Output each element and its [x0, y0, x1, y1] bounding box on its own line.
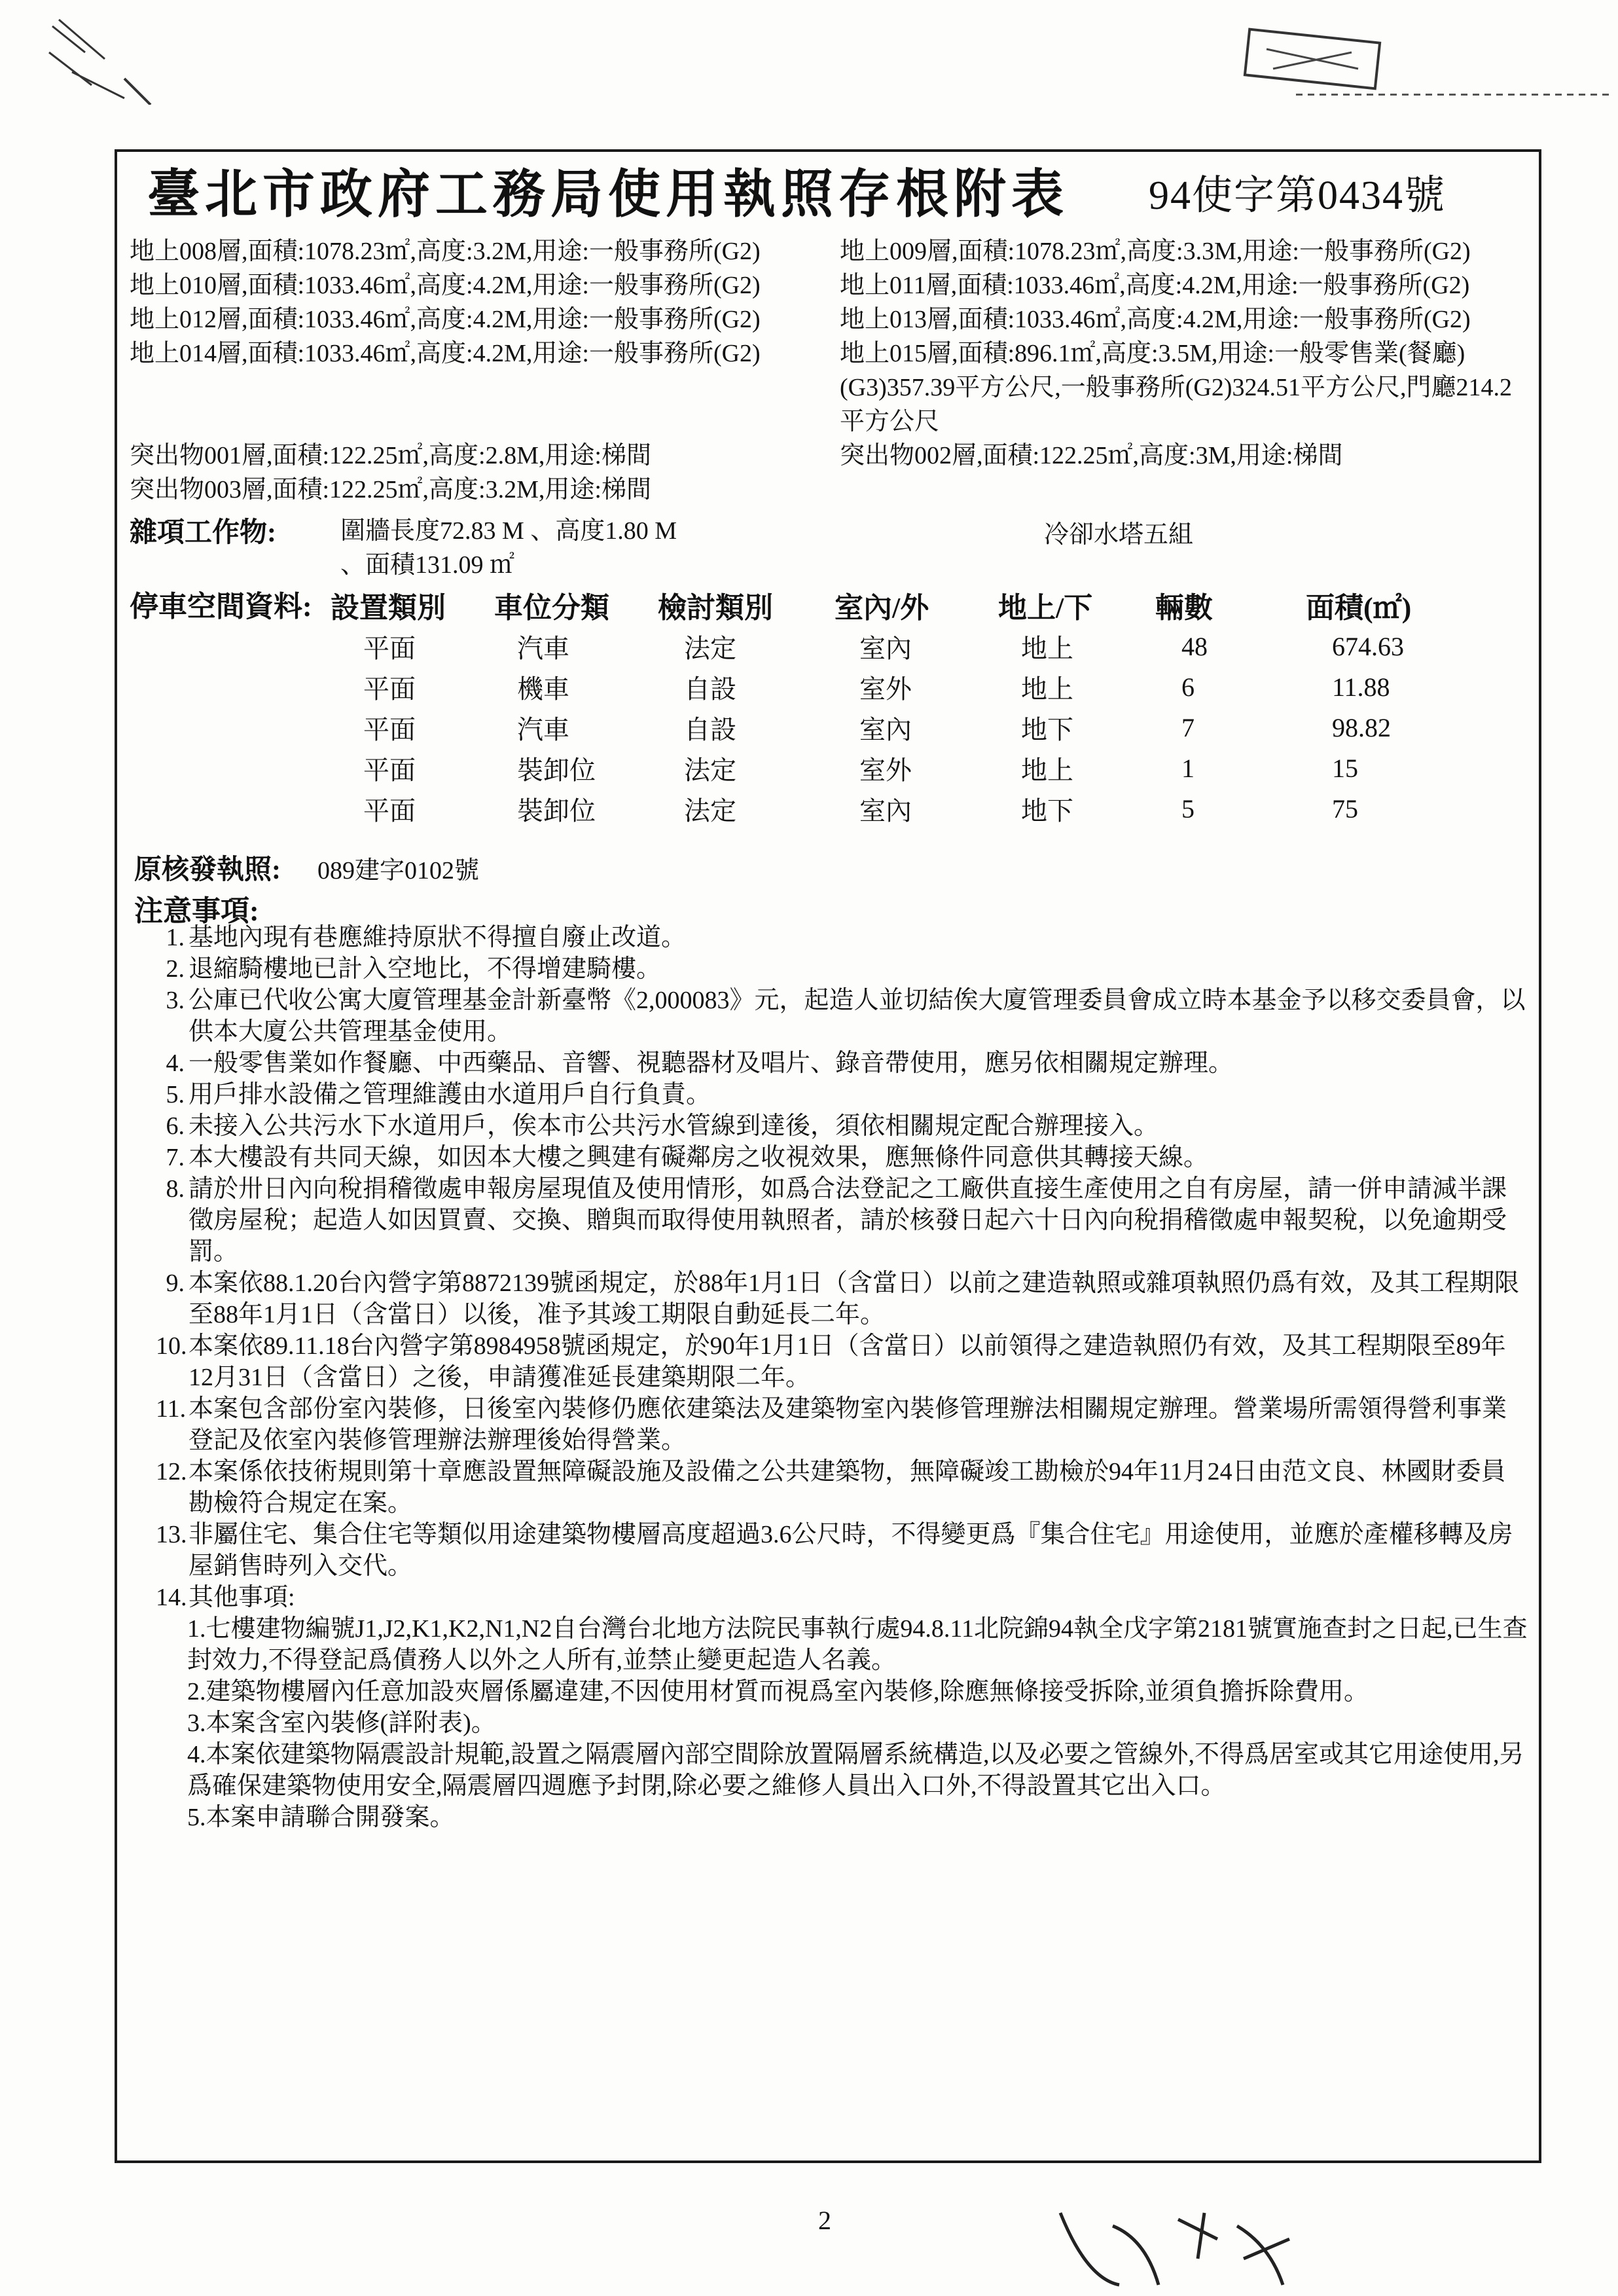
table-cell: 室外: [859, 755, 912, 785]
floor-list: [130, 234, 1530, 507]
list-item: [156, 1110, 1530, 1142]
list-item: 2.建築物樓層內任意加設夾層係屬違建,不因使用材質而視爲室內裝修,除應無條接受拆除,並須負擔拆除費用。: [187, 1678, 1369, 1705]
parking-header: 輛數: [1155, 592, 1213, 624]
list-item: [156, 1456, 1530, 1519]
table-cell: 674.63: [1332, 631, 1404, 661]
table-cell: 平面: [363, 795, 416, 826]
table-cell: 裝卸位: [517, 755, 596, 785]
list-item: 5.本案申請聯合開發案。: [187, 1804, 455, 1831]
table-cell: 48: [1181, 631, 1208, 661]
table-cell: 法定: [684, 795, 736, 826]
table-cell: 地上: [1021, 674, 1073, 704]
sub-items: [156, 1613, 1530, 1833]
stamp-mark-top-right: [1240, 23, 1397, 95]
list-item: [156, 1142, 1530, 1173]
note-number: 7.: [166, 1144, 185, 1171]
protrusion-entry: 突出物002層,面積:122.25㎡,高度:3M,用途:梯間: [840, 442, 1343, 469]
table-cell: 地下: [1021, 714, 1073, 744]
signature-mark: [1047, 2200, 1296, 2291]
note-text: 未接入公共污水下水道用戶，俟本市公共污水管線到達後，須依相關規定配合辦理接入。: [189, 1112, 1159, 1140]
note-text: 請於卅日內向稅捐稽徵處申報房屋現值及使用情形，如爲合法登記之工廠供直接生產使用之自有房屋，請一併申請減半課徵房屋稅；起造人如因買賣、交換、贈與而取得使用執照者，請於核發日起六十日內向稅捐稽徵處申報契稅，以免逾期受罰。: [189, 1175, 1507, 1266]
note-number: 14.: [156, 1584, 187, 1611]
note-number: 6.: [166, 1112, 185, 1140]
table-cell: 室外: [859, 674, 912, 704]
misc-wall-line2: 、面積131.09 ㎡: [340, 551, 515, 579]
note-number: 13.: [156, 1521, 187, 1548]
table-row: [331, 666, 1437, 707]
note-text: 本案依88.1.20台內營字第8872139號函規定，於88年1月1日（含當日）以前之建造執照或雜項執照仍爲有效，及其工程期限至88年1月1日（含當日）以後，准予其竣工期限自動延長二年。: [189, 1269, 1520, 1328]
note-number: 9.: [166, 1269, 185, 1297]
table-cell: 98.82: [1332, 712, 1391, 742]
misc-works-wall: [340, 514, 677, 582]
table-cell: 法定: [684, 633, 736, 663]
table-cell: 7: [1181, 712, 1195, 742]
other-matters-list: [187, 1613, 1530, 1833]
floor-entry: 地上011層,面積:1033.46㎡,高度:4.2M,用途:一般事務所(G2): [840, 272, 1470, 299]
protrusion-entry: 突出物001層,面積:122.25㎡,高度:2.8M,用途:梯間: [130, 442, 651, 469]
misc-wall-line1: 圍牆長度72.83 M 、高度1.80 M: [340, 517, 677, 545]
note-text: 本案包含部份室內裝修，日後室內裝修仍應依建築法及建築物室內裝修管理辦法相關規定辦理。營業場所需領得營利事業登記及依室內裝修管理辦法辦理後始得營業。: [189, 1395, 1507, 1454]
parking-header: 地上/下: [998, 592, 1093, 624]
list-item: [156, 1173, 1530, 1267]
table-cell: 地上: [1021, 633, 1073, 663]
original-permit-value: 089建字0102號: [317, 857, 480, 884]
table-row: [331, 748, 1437, 788]
table-row: [331, 626, 1437, 666]
note-text: 退縮騎樓地已計入空地比，不得增建騎樓。: [189, 955, 662, 983]
misc-works-label: 雜項工作物:: [130, 518, 276, 548]
table-cell: 地上: [1021, 755, 1073, 785]
note-number: 12.: [156, 1458, 187, 1485]
list-item: [156, 1048, 1530, 1079]
list-item: 3.本案含室內裝修(詳附表)。: [187, 1709, 496, 1737]
note-text: 非屬住宅、集合住宅等類似用途建築物樓層高度超過3.6公尺時，不得變更爲『集合住宅』用途使用，並應於產權移轉及房屋銷售時列入交代。: [189, 1521, 1513, 1580]
list-item: [156, 1079, 1530, 1110]
note-number: 5.: [166, 1081, 185, 1108]
note-text: 本大樓設有共同天線，如因本大樓之興建有礙鄰房之收視效果，應無條件同意供其轉接天線。: [189, 1144, 1209, 1171]
note-text: 其他事項:: [189, 1584, 295, 1611]
misc-works-cooling-tower: 冷卻水塔五組: [1044, 521, 1194, 549]
list-item: [156, 1267, 1530, 1330]
parking-header: 面積(㎡): [1306, 592, 1412, 624]
table-row: [331, 707, 1437, 748]
table-cell: 5: [1181, 793, 1195, 824]
floor-entry: 地上010層,面積:1033.46㎡,高度:4.2M,用途:一般事務所(G2): [130, 272, 761, 299]
note-text: 本案依89.11.18台內營字第8984958號函規定，於90年1月1日（含當日）以前領得之建造執照仍有效，及其工程期限至89年12月31日（含當日）之後，申請獲准延長建築期限二年。: [189, 1332, 1506, 1391]
note-text: 用戶排水設備之管理維護由水道用戶自行負責。: [189, 1081, 711, 1108]
table-cell: 75: [1332, 793, 1358, 824]
floor-entry: 地上009層,面積:1078.23㎡,高度:3.3M,用途:一般事務所(G2): [840, 238, 1471, 265]
floor-entry: 地上008層,面積:1078.23㎡,高度:3.2M,用途:一般事務所(G2): [130, 238, 761, 265]
note-number: 1.: [166, 924, 185, 951]
parking-header-row: [331, 584, 1437, 626]
table-cell: 平面: [363, 714, 416, 744]
parking-header: 檢討類別: [658, 592, 773, 624]
list-item: 1.七樓建物編號J1,J2,K1,K2,N1,N2自台灣台北地方法院民事執行處94.8.11北院錦94執全戊字第2181號實施查封之日起,已生查封效力,不得登記爲債務人以外之人所有,並禁止變更起造人名義。: [187, 1615, 1528, 1674]
table-cell: 自設: [684, 674, 736, 704]
parking-header: 室內/外: [835, 592, 929, 624]
list-item: 4.本案依建築物隔震設計規範,設置之隔震層內部空間除放置隔層系統構造,以及必要之管線外,不得爲居室或其它用途使用,另爲確保建築物使用安全,隔震層四週應予封閉,除必要之維修人員出入口外,不得設置其它出入口。: [187, 1741, 1524, 1800]
list-item: [156, 1330, 1530, 1393]
note-number: 10.: [156, 1332, 187, 1360]
notes-title: 注意事項:: [134, 895, 259, 927]
note-number: 11.: [156, 1395, 187, 1423]
floor-entry: 地上015層,面積:896.1㎡,高度:3.5M,用途:一般零售業(餐廳)(G3)357.39平方公尺,一般事務所(G2)324.51平方公尺,門廳214.2平方公尺: [840, 340, 1513, 435]
floor-entry: 地上012層,面積:1033.46㎡,高度:4.2M,用途:一般事務所(G2): [130, 306, 761, 333]
note-text: 一般零售業如作餐廳、中西藥品、音響、視聽器材及唱片、錄音帶使用，應另依相關規定辦理。: [189, 1049, 1234, 1077]
notes-list: [156, 922, 1530, 1833]
table-cell: 11.88: [1332, 672, 1390, 702]
table-cell: 室內: [859, 633, 912, 663]
table-cell: 自設: [684, 714, 736, 744]
table-cell: 汽車: [517, 714, 569, 744]
document-number: 94使字第0434號: [1149, 173, 1447, 218]
table-cell: 室內: [859, 714, 912, 744]
list-item: [156, 922, 1530, 953]
page-number: 2: [818, 2206, 831, 2235]
table-cell: 15: [1332, 753, 1358, 783]
table-cell: 平面: [363, 755, 416, 785]
note-text: 基地內現有巷應維持原狀不得擅自廢止改道。: [189, 924, 687, 951]
list-item: [156, 1393, 1530, 1456]
table-cell: 裝卸位: [517, 795, 596, 826]
original-permit-label: 原核發執照:: [134, 855, 281, 885]
list-item: [156, 1519, 1530, 1582]
parking-table: [331, 584, 1437, 829]
parking-label: 停車空間資料:: [130, 591, 312, 623]
floor-entry: 地上014層,面積:1033.46㎡,高度:4.2M,用途:一般事務所(G2): [130, 340, 761, 367]
note-number: 3.: [166, 987, 185, 1014]
table-cell: 6: [1181, 672, 1195, 702]
page-title: 臺北市政府工務局使用執照存根附表: [147, 166, 1069, 224]
list-item: [156, 953, 1530, 985]
list-item: [156, 985, 1530, 1048]
protrusion-entry: 突出物003層,面積:122.25㎡,高度:3.2M,用途:梯間: [130, 476, 651, 503]
parking-header: 車位分類: [494, 592, 609, 624]
note-text: 公庫已代收公寓大廈管理基金計新臺幣《2,000083》元，起造人並切結俟大廈管理委員會成立時本基金予以移交委員會，以供本大廈公共管理基金使用。: [189, 987, 1526, 1046]
note-text: 本案係依技術規則第十章應設置無障礙設施及設備之公共建築物，無障礙竣工勘檢於94年11月24日由范文良、林國財委員勘檢符合規定在案。: [189, 1458, 1506, 1517]
table-cell: 汽車: [517, 633, 569, 663]
floor-entry: 地上013層,面積:1033.46㎡,高度:4.2M,用途:一般事務所(G2): [840, 306, 1471, 333]
table-row: [331, 788, 1437, 829]
list-item: [156, 1582, 1530, 1613]
note-number: 4.: [166, 1049, 185, 1077]
stamp-mark-top-left: [46, 13, 157, 105]
table-cell: 1: [1181, 753, 1195, 783]
table-cell: 平面: [363, 674, 416, 704]
note-number: 2.: [166, 955, 185, 983]
table-cell: 地下: [1021, 795, 1073, 826]
table-cell: 法定: [684, 755, 736, 785]
table-cell: 平面: [363, 633, 416, 663]
note-number: 8.: [166, 1175, 185, 1203]
dashed-line: [1296, 94, 1610, 96]
table-cell: 室內: [859, 795, 912, 826]
table-cell: 機車: [517, 674, 569, 704]
parking-header: 設置類別: [331, 592, 446, 624]
